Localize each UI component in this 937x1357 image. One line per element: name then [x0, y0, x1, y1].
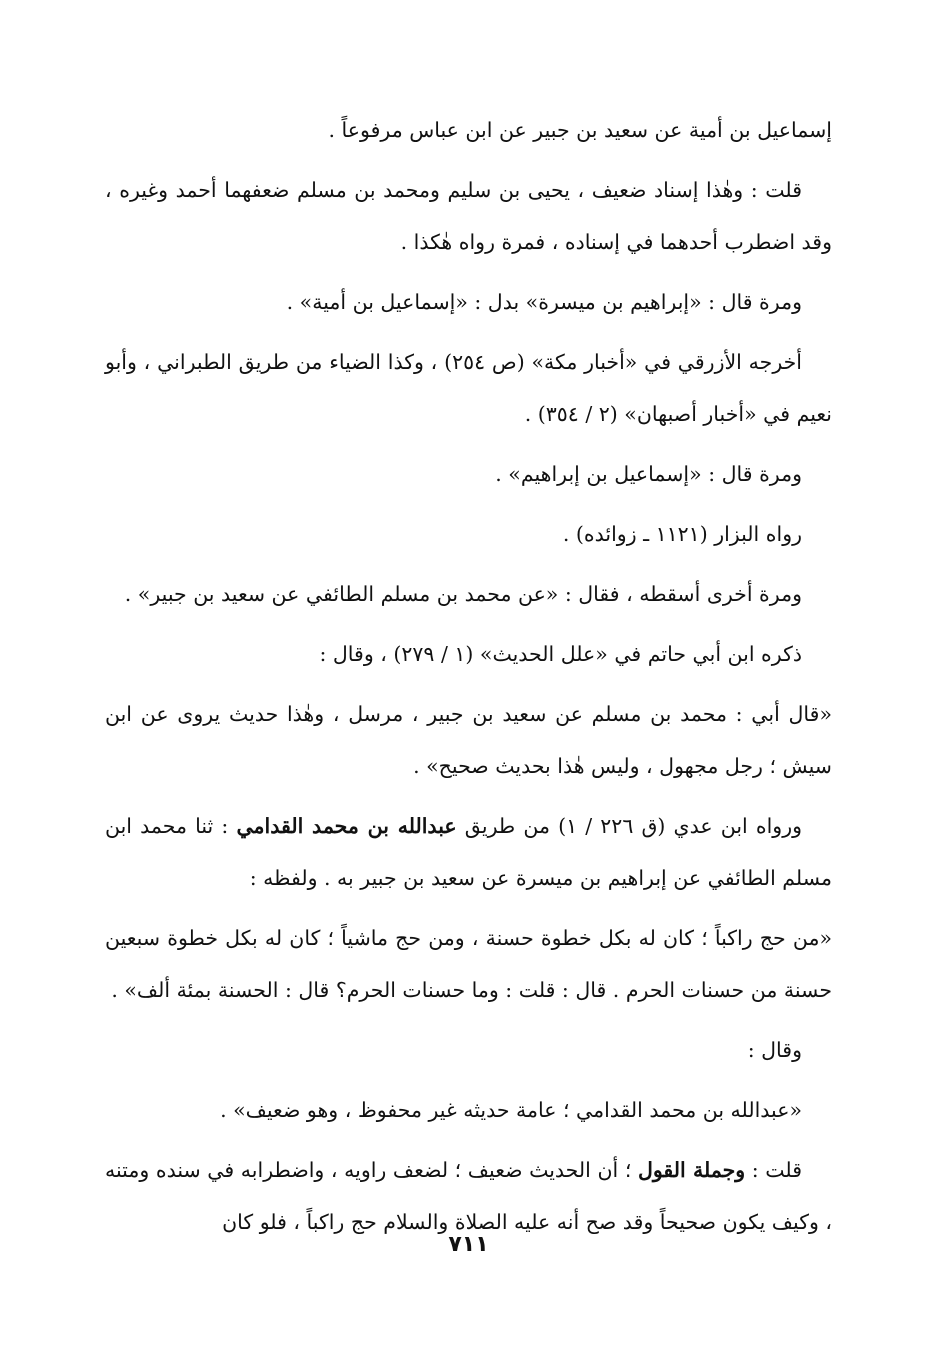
hadith-quote: «من حج راكباً ؛ كان له بكل خطوة حسنة ، ومن حج ماشياً ؛ كان له بكل خطوة سبعين حسنة من حسنات الحرم . قال : قلت : وما حسنات الحرم؟ قال : الحسنة بمئة ألف» .	[105, 926, 832, 1002]
paragraph-text: ؛ أن الحديث ضعيف ؛ لضعف راويه ، واضطرابه في سنده ومتنه ، وكيف يكون صحيحاً وقد صح أنه عليه الصلاة والسلام حج راكباً ، فلو كان	[105, 1158, 832, 1234]
paragraph: ومرة قال : «إسماعيل بن إبراهيم» .	[495, 462, 802, 486]
page-number: ٧١١	[448, 1232, 489, 1257]
paragraph: رواه البزار (١١٢١ ـ زوائده) .	[562, 522, 802, 546]
quote-paragraph: «قال أبي : محمد بن مسلم عن سعيد بن جبير ، مرسل ، وهٰذا حديث يروى عن ابن سيش ؛ رجل مجهول ، وليس هٰذا بحديث صحيح» .	[105, 702, 832, 778]
paragraph: قلت : وهٰذا إسناد ضعيف ، يحيى بن سليم ومحمد بن مسلم ضعفهما أحمد وغيره ، وقد اضطرب أحدهما في إسناده ، فمرة رواه هٰكذا .	[105, 178, 832, 254]
paragraph	[105, 800, 832, 904]
paragraph: ومرة أخرى أسقطه ، فقال : «عن محمد بن مسلم الطائفي عن سعيد بن جبير» .	[124, 582, 802, 606]
paragraph-text: : ثنا محمد ابن مسلم الطائفي عن إبراهيم بن ميسرة عن سعيد بن جبير به . ولفظه :	[105, 814, 832, 890]
paragraph: ومرة قال : «إبراهيم بن ميسرة» بدل : «إسماعيل بن أمية» .	[286, 290, 802, 314]
narrator-name-bold: عبدالله بن محمد القدامي	[236, 814, 457, 838]
paragraph: وقال :	[747, 1038, 802, 1062]
paragraph: أخرجه الأزرقي في «أخبار مكة» (ص ٢٥٤) ، وكذا الضياء من طريق الطبراني ، وأبو نعيم في «أخبار أصبهان» (٢ / ٣٥٤) .	[105, 350, 832, 426]
body-text	[105, 104, 832, 1256]
paragraph: ذكره ابن أبي حاتم في «علل الحديث» (١ / ٢٧٩) ، وقال :	[319, 642, 802, 666]
paragraph: إسماعيل بن أمية عن سعيد بن جبير عن ابن عباس مرفوعاً .	[328, 118, 832, 142]
paragraph-text: ورواه ابن عدي (ق ٢٢٦ / ١) من طريق	[456, 814, 802, 838]
quote-paragraph: «عبدالله بن محمد القدامي ؛ عامة حديثه غير محفوظ ، وهو ضعيف» .	[220, 1098, 802, 1122]
conclusion-bold: وجملة القول	[637, 1158, 746, 1182]
paragraph-text: قلت :	[745, 1158, 802, 1182]
